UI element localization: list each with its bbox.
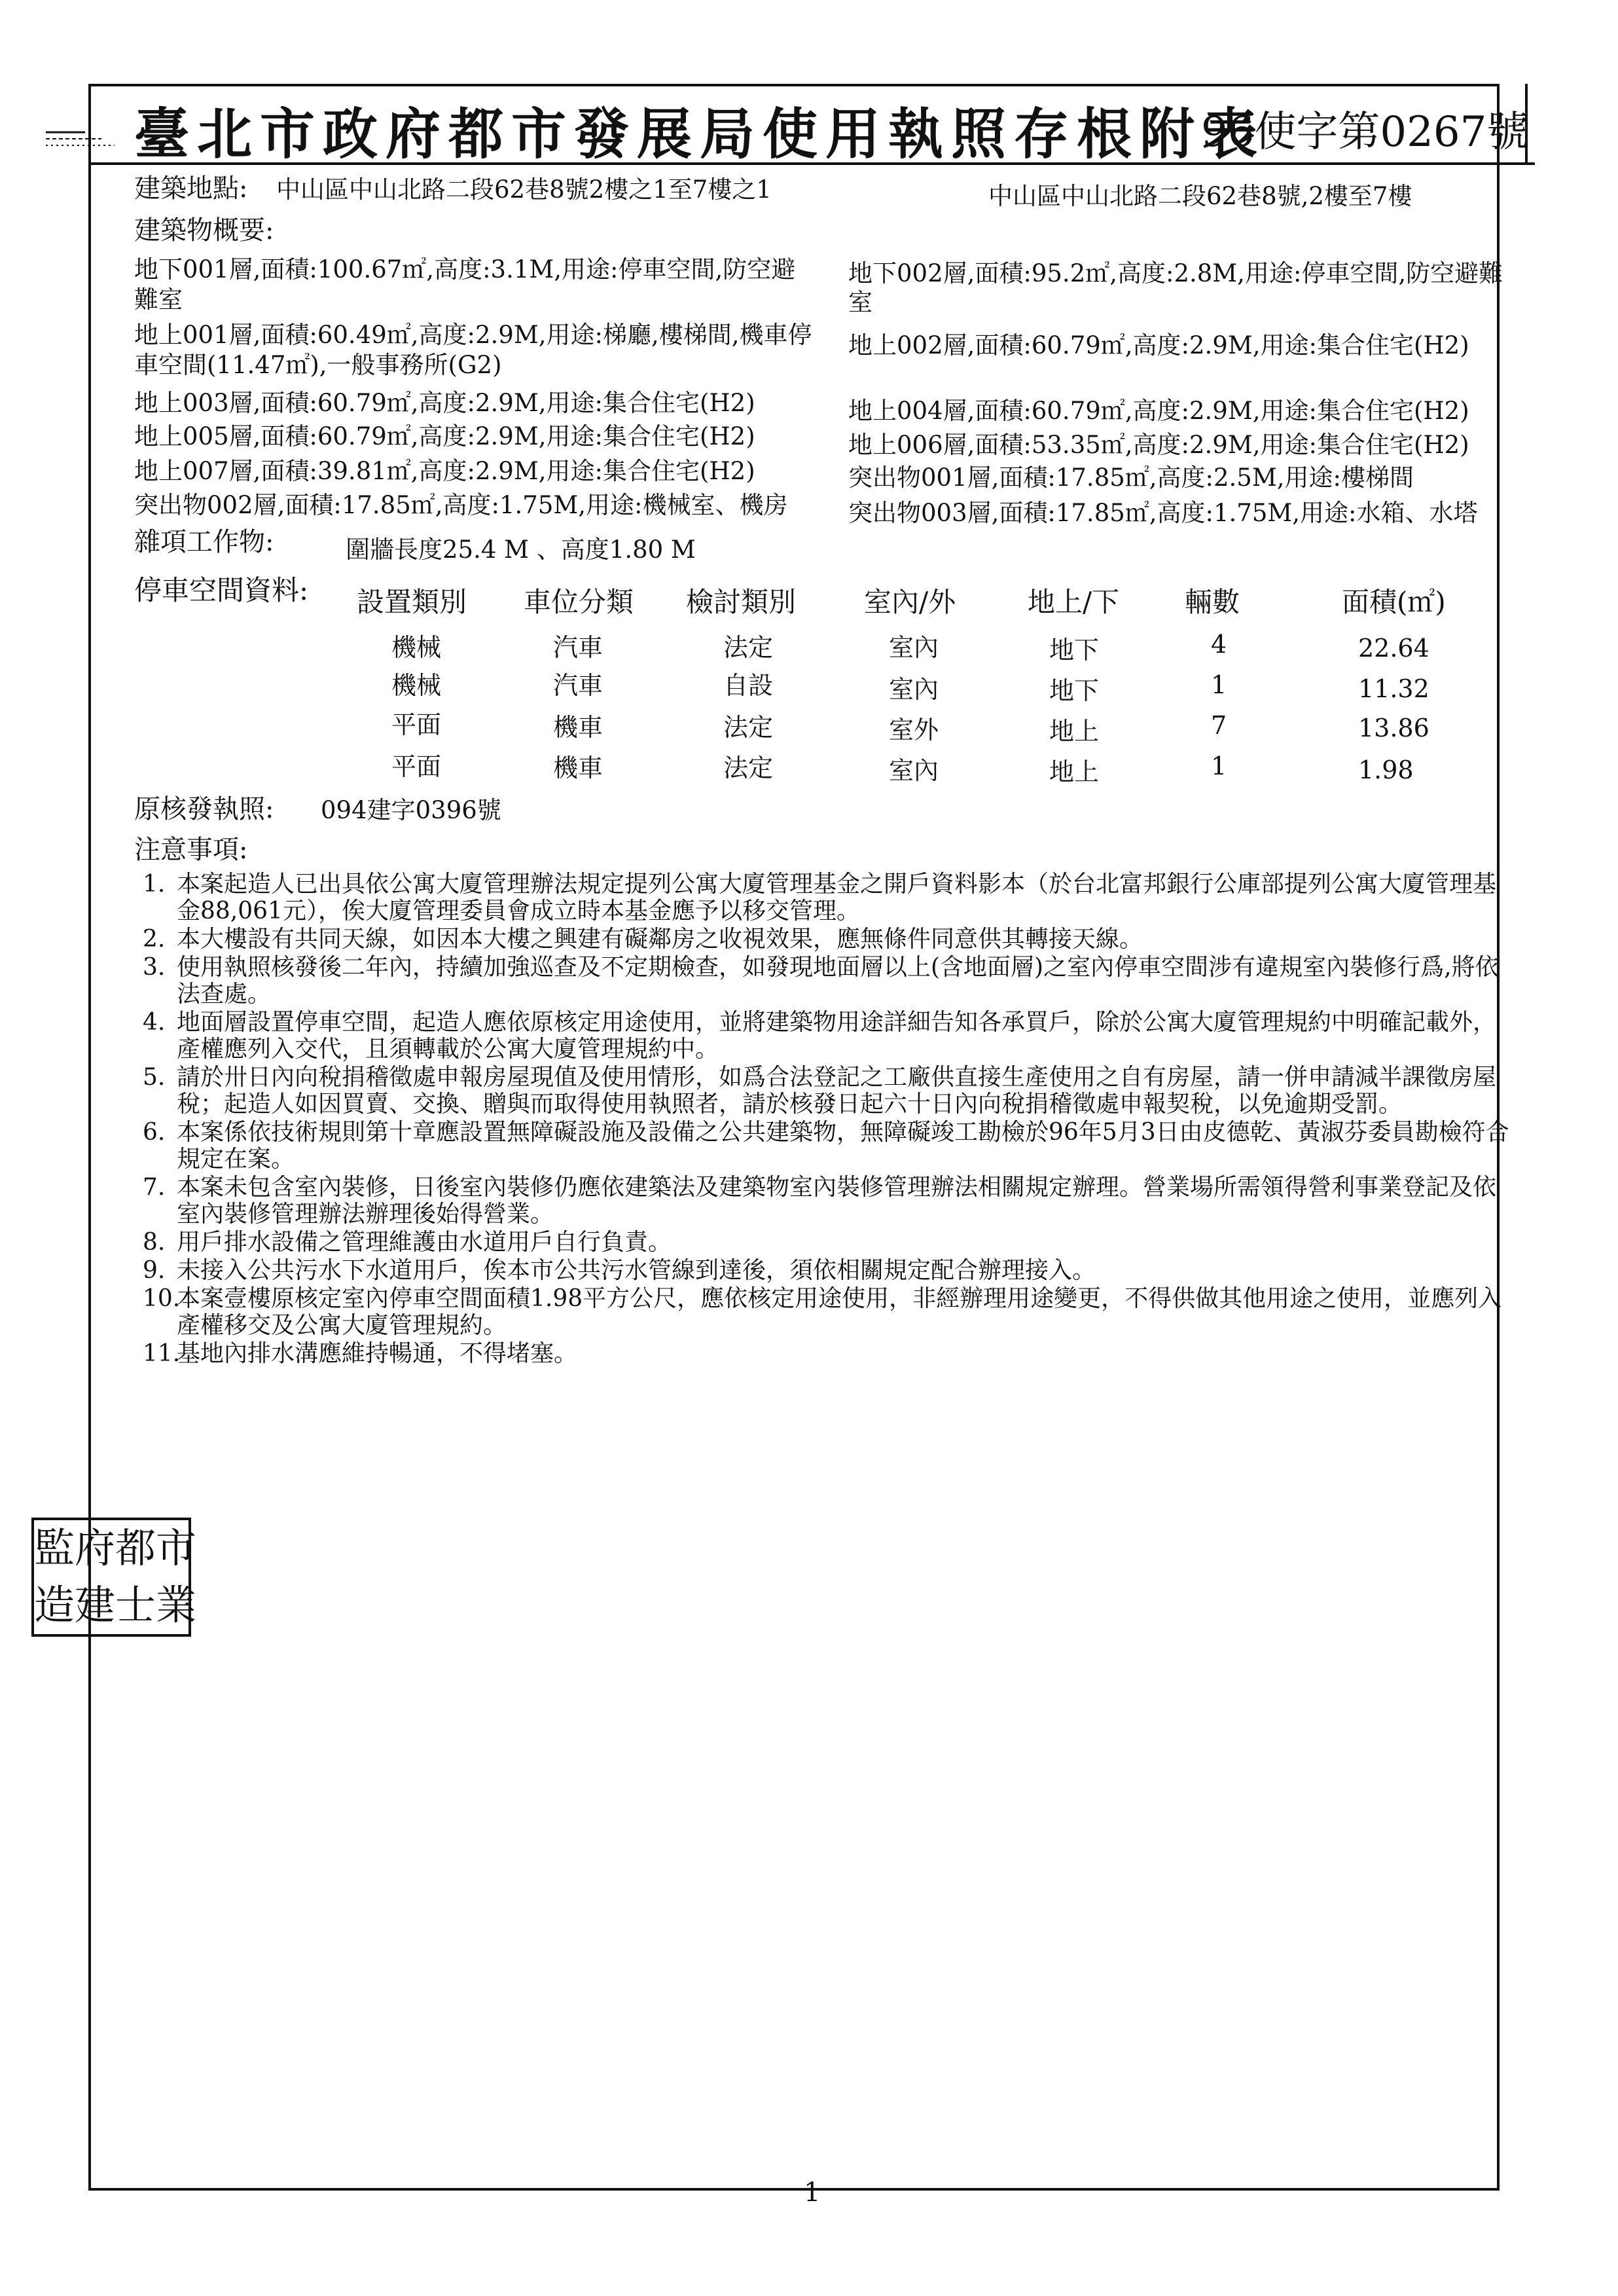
- note-number: 10.: [143, 1285, 181, 1312]
- parking-cell: 13.86: [1358, 714, 1429, 742]
- note-item: [143, 1229, 1511, 1256]
- note-text: 本案未包含室內裝修，日後室內裝修仍應依建築法及建築物室內裝修管理辦法相關規定辦理。營業場所需領得營利事業登記及依室內裝修管理辦法辦理後始得營業。: [177, 1174, 1497, 1228]
- parking-cell: 機車: [553, 754, 603, 782]
- note-number: 1.: [143, 871, 166, 898]
- parking-cell: 11.32: [1358, 674, 1429, 703]
- note-item: [143, 1009, 1511, 1063]
- note-number: 8.: [143, 1229, 166, 1256]
- note-number: 2.: [143, 926, 166, 953]
- overview-left-line: 地上007層,面積:39.81㎡,高度:2.9M,用途:集合住宅(H2): [134, 457, 755, 485]
- parking-cell: 22.64: [1358, 634, 1429, 663]
- notes-label: 注意事項:: [134, 835, 248, 865]
- parking-header: 輛數: [1185, 586, 1240, 618]
- parking-cell: 平面: [391, 710, 442, 739]
- note-number: 4.: [143, 1009, 166, 1036]
- page-number: 1: [804, 2178, 821, 2208]
- note-text: 地面層設置停車空間，起造人應依原核定用途使用，並將建築物用途詳細告知各承買戶，除於公寓大廈管理規約中明確記載外，產權應列入交代，且須轉載於公寓大廈管理規約中。: [177, 1009, 1497, 1063]
- parking-cell: 法定: [723, 754, 774, 782]
- note-text: 請於卅日內向稅捐稽徵處申報房屋現值及使用情形，如爲合法登記之工廠供直接生產使用之自有房屋，請一併申請減半課徵房屋稅；起造人如因買賣、交換、贈與而取得使用執照者，請於核發日起六十日內向稅捐稽徵處申報契稅，以免逾期受罰。: [177, 1064, 1497, 1118]
- note-item: [143, 1340, 1511, 1367]
- parking-cell: 室內: [889, 633, 939, 662]
- note-item: [143, 1064, 1511, 1118]
- parking-cell: 機械: [391, 671, 442, 700]
- original-license-label: 原核發執照:: [134, 794, 274, 824]
- parking-header: 室內/外: [864, 586, 956, 618]
- note-text: 未接入公共污水下水道用戶，俟本市公共污水管線到達後，須依相關規定配合辦理接入。: [177, 1257, 1096, 1284]
- overview-left-line: 地上005層,面積:60.79㎡,高度:2.9M,用途:集合住宅(H2): [134, 422, 755, 450]
- seal-char: 業: [156, 1581, 197, 1629]
- parking-cell: 自設: [723, 671, 774, 700]
- note-number: 6.: [143, 1119, 166, 1146]
- overview-right-line: 室: [848, 288, 872, 316]
- seal-char: 都: [115, 1524, 156, 1572]
- parking-cell: 機車: [553, 713, 603, 742]
- misc-label: 雜項工作物:: [134, 527, 274, 557]
- overview-left-line: 地下001層,面積:100.67㎡,高度:3.1M,用途:停車空間,防空避: [134, 255, 796, 283]
- parking-cell: 室內: [889, 675, 939, 704]
- notes-list: [143, 871, 1511, 1368]
- overview-right-line: 地上006層,面積:53.35㎡,高度:2.9M,用途:集合住宅(H2): [848, 431, 1469, 459]
- note-item: [143, 871, 1511, 924]
- document-title: 臺北市政府都市發展局使用執照存根附表: [134, 102, 1266, 166]
- overview-right-line: 地上002層,面積:60.79㎡,高度:2.9M,用途:集合住宅(H2): [848, 331, 1469, 359]
- seal-char: 建: [75, 1581, 116, 1629]
- note-text: 基地內排水溝應維持暢通，不得堵塞。: [177, 1340, 578, 1367]
- parking-cell: 平面: [391, 752, 442, 781]
- seal-char: 士: [115, 1581, 156, 1629]
- scan-marks: [46, 130, 118, 149]
- original-license-value: 094建字0396號: [321, 796, 501, 824]
- overview-left-line: 車空間(11.47㎡),一般事務所(G2): [134, 351, 502, 379]
- misc-value: 圍牆長度25.4 M 、高度1.80 M: [346, 536, 696, 564]
- parking-label: 停車空間資料:: [134, 574, 309, 606]
- note-text: 本案起造人已出具依公寓大廈管理辦法規定提列公寓大廈管理基金之開戶資料影本（於台北富邦銀行公庫部提列公寓大廈管理基金88,061元），俟大廈管理委員會成立時本基金應予以移交管理。: [177, 871, 1497, 924]
- parking-cell: 1: [1211, 752, 1227, 780]
- parking-cell: 1: [1211, 670, 1227, 699]
- note-item: [143, 926, 1511, 953]
- note-text: 用戶排水設備之管理維護由水道用戶自行負責。: [177, 1229, 672, 1256]
- overview-right-line: 突出物001層,面積:17.85㎡,高度:2.5M,用途:樓梯間: [848, 464, 1414, 492]
- parking-header: 檢討類別: [686, 586, 797, 618]
- parking-cell: 法定: [723, 713, 774, 742]
- overview-left-line: 難室: [134, 285, 183, 314]
- parking-cell: 地上: [1049, 757, 1100, 786]
- parking-cell: 地下: [1049, 676, 1100, 705]
- parking-cell: 地上: [1049, 717, 1100, 746]
- note-item: [143, 1119, 1511, 1173]
- parking-header: 地上/下: [1028, 586, 1120, 618]
- note-item: [143, 1257, 1511, 1284]
- address-value-right: 中山區中山北路二段62巷8號,2樓至7樓: [988, 182, 1412, 210]
- note-item: [143, 1285, 1511, 1339]
- note-number: 5.: [143, 1064, 166, 1091]
- note-number: 11.: [143, 1340, 181, 1367]
- note-number: 9.: [143, 1257, 166, 1284]
- parking-cell: 法定: [723, 633, 774, 662]
- overview-left-line: 地上001層,面積:60.49㎡,高度:2.9M,用途:梯廳,樓梯間,機車停: [134, 321, 812, 349]
- overview-right-line: 地上004層,面積:60.79㎡,高度:2.9M,用途:集合住宅(H2): [848, 397, 1469, 425]
- seal-char: 市: [156, 1524, 197, 1572]
- note-number: 7.: [143, 1174, 166, 1201]
- overview-label: 建築物概要:: [134, 215, 274, 246]
- note-text: 使用執照核發後二年內，持續加強巡查及不定期檢查，如發現地面層以上(含地面層)之室內停車空間涉有違規室內裝修行爲,將依法查處。: [177, 954, 1499, 1008]
- parking-cell: 4: [1211, 630, 1227, 659]
- parking-cell: 地下: [1049, 636, 1100, 665]
- overview-left-line: 地上003層,面積:60.79㎡,高度:2.9M,用途:集合住宅(H2): [134, 389, 755, 417]
- seal-char: 監: [34, 1524, 75, 1572]
- note-text: 本案壹樓原核定室內停車空間面積1.98平方公尺，應依核定用途使用，非經辦理用途變更，不得供做其他用途之使用，並應列入產權移交及公寓大廈管理規約。: [177, 1285, 1502, 1339]
- permit-number: 96使字第0267號: [1201, 108, 1529, 156]
- parking-cell: 7: [1211, 711, 1227, 740]
- parking-cell: 機械: [391, 633, 442, 662]
- parking-header: 設置類別: [357, 586, 467, 618]
- parking-cell: 1.98: [1358, 756, 1414, 784]
- overview-left-line: 突出物002層,面積:17.85㎡,高度:1.75M,用途:機械室、機房: [134, 491, 788, 519]
- note-item: [143, 954, 1511, 1008]
- seal-char: 府: [75, 1524, 116, 1572]
- seal-char: 造: [34, 1581, 75, 1629]
- note-text: 本案係依技術規則第十章應設置無障礙設施及設備之公共建築物，無障礙竣工勘檢於96年5月3日由皮德乾、黃淑芬委員勘檢符合規定在案。: [177, 1119, 1509, 1173]
- address-value-left: 中山區中山北路二段62巷8號2樓之1至7樓之1: [276, 175, 772, 204]
- parking-cell: 汽車: [553, 633, 603, 662]
- note-item: [143, 1174, 1511, 1228]
- address-label: 建築地點:: [134, 173, 248, 204]
- overview-right-line: 突出物003層,面積:17.85㎡,高度:1.75M,用途:水箱、水塔: [848, 499, 1478, 527]
- parking-cell: 室外: [889, 716, 939, 744]
- official-seal: [31, 1518, 197, 1637]
- parking-header: 車位分類: [524, 586, 634, 618]
- parking-header: 面積(㎡): [1342, 586, 1446, 618]
- overview-right-line: 地下002層,面積:95.2㎡,高度:2.8M,用途:停車空間,防空避難: [848, 259, 1503, 287]
- note-number: 3.: [143, 954, 166, 981]
- note-text: 本大樓設有共同天線，如因本大樓之興建有礙鄰房之收視效果，應無條件同意供其轉接天線。: [177, 926, 1143, 953]
- parking-cell: 汽車: [553, 671, 603, 700]
- parking-cell: 室內: [889, 756, 939, 785]
